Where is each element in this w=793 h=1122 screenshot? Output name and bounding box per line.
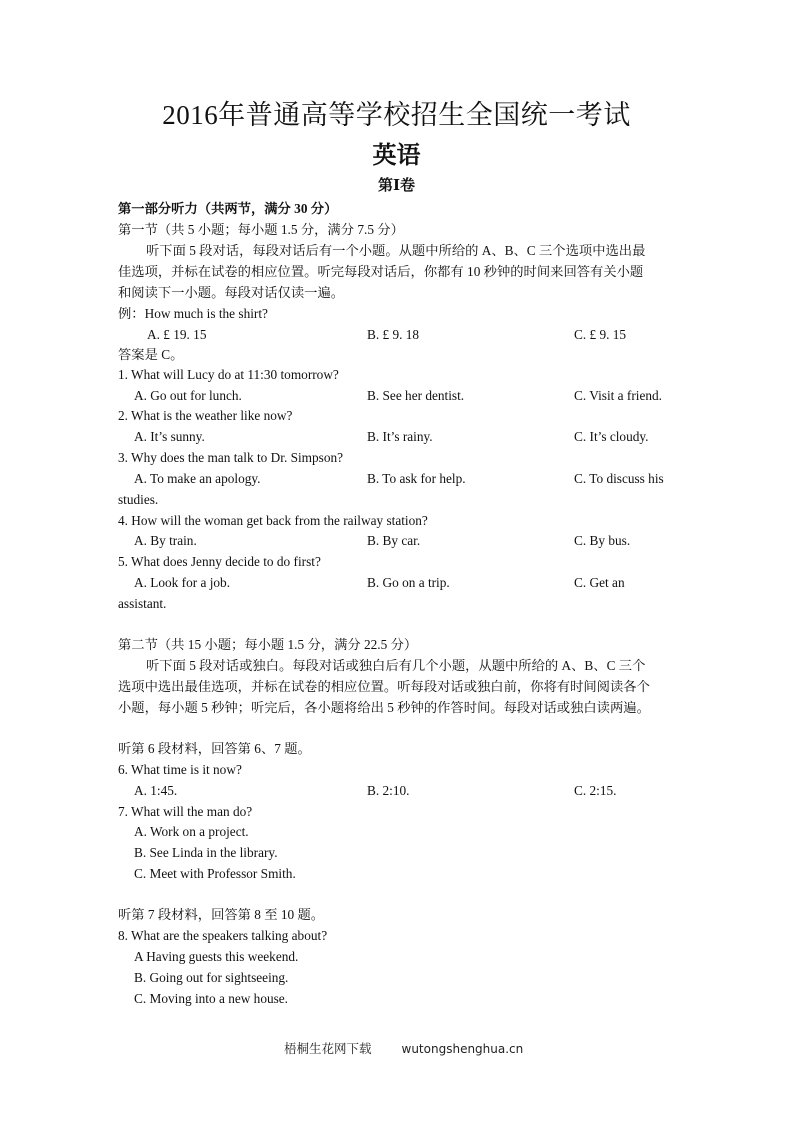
part1-heading: 第一部分听力（共两节，满分 30 分） (118, 201, 338, 216)
material7-intro: 听第 7 段材料，回答第 8 至 10 题。 (118, 907, 325, 922)
section2-instruction-2: 选项中选出最佳选项，并标在试卷的相应位置。听每段对话或独白前，你将有时间阅读各个 (118, 679, 650, 694)
question-8: 8. What are the speakers talking about? (118, 928, 328, 943)
section1-instruction-3: 和阅读下一小题。每段对话仅读一遍。 (118, 285, 345, 300)
q1-option-a: A. Go out for lunch. (134, 388, 242, 403)
q6-option-b: B. 2:10. (367, 783, 410, 798)
subject-title: 英语 (372, 143, 421, 169)
question-3: 3. Why does the man talk to Dr. Simpson? (118, 450, 344, 465)
q1-option-b: B. See her dentist. (367, 388, 465, 403)
q3-option-a: A. To make an apology. (134, 471, 261, 486)
q8-option-b: B. Going out for sightseeing. (134, 970, 289, 985)
q5-option-c: C. Get an (574, 575, 625, 590)
volume-label: 第Ⅰ卷 (377, 178, 416, 194)
question-5: 5. What does Jenny decide to do first? (118, 554, 321, 569)
q5-option-a: A. Look for a job. (134, 575, 231, 590)
q5-option-c-wrap: assistant. (118, 596, 167, 611)
q2-option-b: B. It’s rainy. (367, 429, 433, 444)
example-option-c: C. £ 9. 15 (574, 327, 627, 342)
material6-intro: 听第 6 段材料，回答第 6、7 题。 (118, 741, 311, 756)
q3-option-c: C. To discuss his (574, 471, 664, 486)
q7-option-a: A. Work on a project. (134, 824, 249, 839)
q2-option-c: C. It’s cloudy. (574, 429, 649, 444)
q4-option-c: C. By bus. (574, 533, 631, 548)
example-answer: 答案是 C。 (118, 347, 184, 362)
section1-instruction-2: 佳选项，并标在试卷的相应位置。听完每段对话后，你都有 10 秒钟的时间来回答有关小题 (118, 264, 644, 279)
page-footer (284, 1040, 523, 1058)
q8-option-a: A Having guests this weekend. (134, 949, 299, 964)
q8-option-c: C. Moving into a new house. (134, 991, 289, 1006)
question-4: 4. How will the woman get back from the railway station? (118, 513, 428, 528)
q5-option-b: B. Go on a trip. (367, 575, 450, 590)
footer-site: wutongshenghua.cn (401, 1042, 524, 1056)
question-1: 1. What will Lucy do at 11:30 tomorrow? (118, 367, 339, 382)
example-question: 例：How much is the shirt? (118, 306, 268, 321)
section2-instruction-1: 听下面 5 段对话或独白。每段对话或独白后有几个小题，从题中所给的 A、B、C 三个 (146, 658, 646, 673)
section1-heading: 第一节（共 5 小题；每小题 1.5 分，满分 7.5 分） (118, 222, 404, 237)
q4-option-a: A. By train. (134, 533, 197, 548)
q7-option-c: C. Meet with Professor Smith. (134, 866, 296, 881)
example-option-a: A. £ 19. 15 (147, 327, 207, 342)
section1-instruction-1: 听下面 5 段对话，每段对话后有一个小题。从题中所给的 A、B、C 三个选项中选出最 (146, 243, 646, 258)
exam-title: 2016年普通高等学校招生全国统一考试 (162, 100, 631, 130)
footer-source: 梧桐生花网下载 (284, 1042, 372, 1056)
q2-option-a: A. It’s sunny. (134, 429, 205, 444)
question-2: 2. What is the weather like now? (118, 408, 293, 423)
q3-option-c-wrap: studies. (118, 492, 159, 507)
q7-option-b: B. See Linda in the library. (134, 845, 278, 860)
example-option-b: B. £ 9. 18 (367, 327, 420, 342)
q1-option-c: C. Visit a friend. (574, 388, 662, 403)
q6-option-a: A. 1:45. (134, 783, 178, 798)
section2-heading: 第二节（共 15 小题；每小题 1.5 分，满分 22.5 分） (118, 637, 418, 652)
question-7: 7. What will the man do? (118, 804, 253, 819)
q6-option-c: C. 2:15. (574, 783, 617, 798)
q4-option-b: B. By car. (367, 533, 421, 548)
section2-instruction-3: 小题，每小题 5 秒钟；听完后，各小题将给出 5 秒钟的作答时间。每段对话或独白读两遍。 (118, 700, 650, 715)
q3-option-b: B. To ask for help. (367, 471, 466, 486)
question-6: 6. What time is it now? (118, 762, 242, 777)
